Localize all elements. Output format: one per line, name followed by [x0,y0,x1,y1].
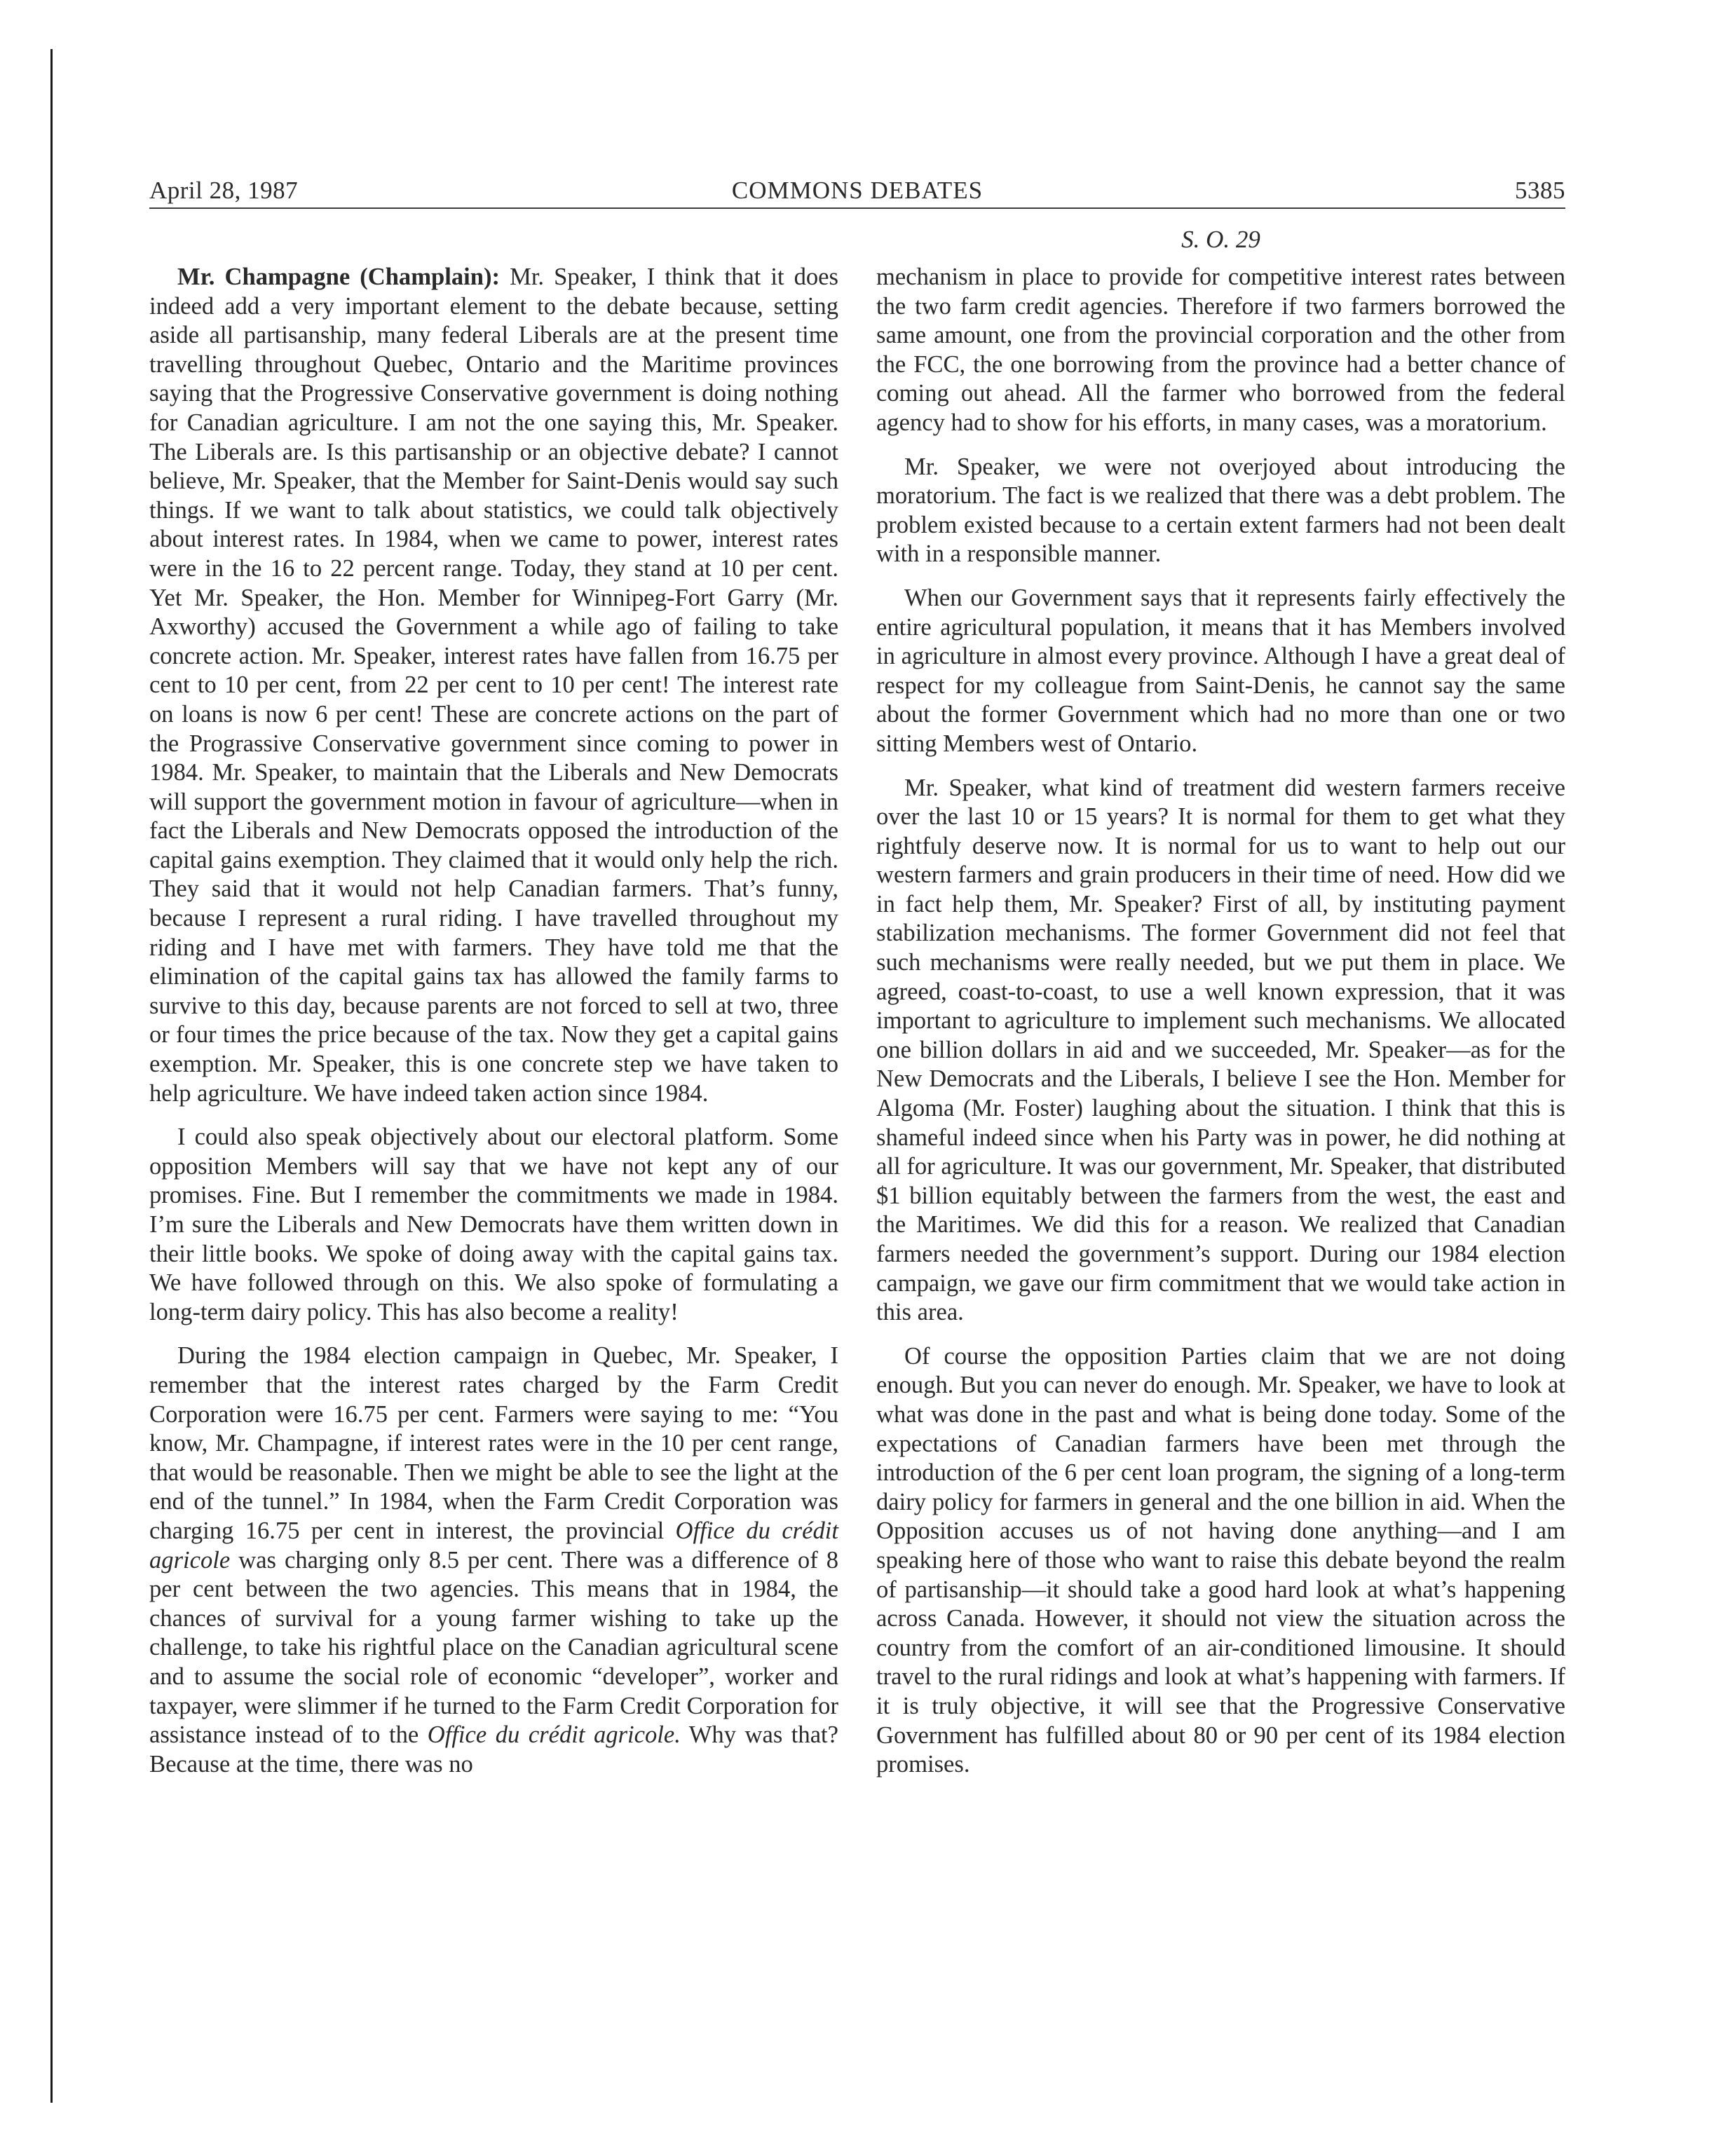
standing-order-label: S. O. 29 [1181,226,1260,253]
paragraph [149,263,838,1108]
paragraph: Of course the opposition Parties claim that we are not doing enough. But you can never do enough. Mr. Speaker, we have to look at what was done in the past and what is being done today. Some of the expectations of Canadian farmers have been met through the introduction of the 6 per cent loan program, the signing of a long-term dairy policy for farmers in general and the one billion in aid. When the Opposition accuses us of not having done anything—and I am speaking here of those who want to raise this debate beyond the realm of partisanship—it should take a good hard look at what’s happening across Canada. However, it should not view the situation across the country from the comfort of an air-conditioned limousine. It should travel to the rural ridings and look at what’s happening with farmers. If it is truly objective, it will see that the Progressive Conservative Government has fulfilled about 80 or 90 per cent of its 1984 election promises. [876,1342,1565,1778]
paragraph: Mr. Speaker, what kind of treatment did western farmers receive over the last 10 or 15 years? It is normal for them to get what they rightfuly deserve now. It is normal for us to want to help out our western farmers and grain producers in their time of need. How did we in fact help them, Mr. Speaker? First of all, by instituting payment stabilization mechanisms. The former Government did not feel that such mechanisms were really needed, but we put them in place. We agreed, coast-to-coast, to use a well known expression, that it was important to agriculture to implement such mechanisms. We allocated one billion dollars in aid and we succeeded, Mr. Speaker—as for the New Democrats and the Liberals, I believe I see the Hon. Member for Algoma (Mr. Foster) laughing about the situation. I think that this is shameful indeed since when his Party was in power, he did nothing at all for agriculture. It was our government, Mr. Speaker, that distributed $1 billion equitably between the farmers from the west, the east and the Maritimes. We did this for a reason. We realized that Canadian farmers needed the government’s support. During our 1984 election campaign, we gave our firm commitment that we would take action in this area. [876,774,1565,1326]
paragraph: mechanism in place to provide for competitive interest rates between the two farm credit agencies. Therefore if two farmers borrowed the same amount, one from the provincial corporation and the other from the FCC, the one borrowing from the province had a better chance of coming out ahead. All the farmer who borrowed from the federal agency had to show for his efforts, in many cases, was a moratorium. [876,264,1565,436]
right-column [876,263,1565,1794]
paragraph: When our Government says that it represents fairly effectively the entire agricultural population, it means that it has Members involved in agriculture in almost every province. Although I have a great deal of respect for my colleague from Saint-Denis, he cannot say the same about the former Government which had no more than one or two sitting Members west of Ontario. [876,584,1565,757]
paragraph [149,1342,838,1779]
header-title: COMMONS DEBATES [731,177,984,204]
italic-term: Office du crédit agricole. [427,1721,681,1749]
paragraph-text: During the 1984 election campaign in Quebec, Mr. Speaker, I remember that the interest rates charged by the Farm Credit Corporation were 16.75 per cent. Farmers were saying to me: “You know, Mr. Champagne, if interest rates were in the 10 per cent range, that would be reasonable. Then we might be able to see the light at the end of the tunnel.” In 1984, when the Farm Credit Corporation was charging 16.75 per cent in interest, the provincial [149,1342,838,1544]
paragraph-text: was charging only 8.5 per cent. There was a difference of 8 per cent between the two agencies. This means that in 1984, the chances of survival for a young farmer wishing to take up the challenge, to take his rightful place on the Canadian agricultural scene and to assume the social role of economic “developer”, worker and taxpayer, were slimmer if he turned to the Farm Credit Corporation for assistance instead of to the [149,1546,838,1749]
header-page-number: 5385 [1515,177,1565,204]
italic-term: Office du crédit agricole [149,1517,838,1574]
speaker-name: Mr. Champagne (Champlain): [177,264,501,290]
paragraph-text: Mr. Speaker, I think that it does indeed add a very important element to the debate because, setting aside all partisanship, many federal Liberals are at the present time travelling throughout Quebec, Ontario and the Maritime provinces saying that the Progressive Conservative government is doing nothing for Canadian agriculture. I am not the one saying this, Mr. Speaker. The Liberals are. Is this partisanship or an objective debate? I cannot believe, Mr. Speaker, that the Member for Saint-Denis would say such things. If we want to talk about statistics, we could talk objectively about interest rates. In 1984, when we came to power, interest rates were in the 16 to 22 percent range. Today, they stand at 10 per cent. Yet Mr. Speaker, the Hon. Member for Winnipeg-Fort Garry (Mr. Axworthy) accused the Government a while ago of failing to take concrete action. Mr. Speaker, interest rates have fallen from 16.75 per cent to 10 per cent, from 22 per cent to 10 per cent! The interest rate on loans is now 6 per cent! These are concrete actions on the part of the Prograssive Conservative government since coming to power in 1984. Mr. Speaker, to maintain that the Liberals and New Democrats will support the government motion in favour of agriculture—when in fact the Liberals and New Democrats opposed the introduction of the capital gains exemption. They claimed that it would only help the rich. They said that it would not help Canadian farmers. That’s funny, because I represent a rural riding. I have travelled throughout my riding and I have met with farmers. They have told me that the elimination of the capital gains tax has allowed the family farms to survive to this day, because parents are not forced to sell at two, three or four times the price because of the tax. Now they get a capital gains exemption. Mr. Speaker, this is one concrete step we have taken to help agriculture. We have indeed taken action since 1984. [149,264,838,1107]
paragraph-text: Why was that? Because at the time, there was no [149,1721,839,1778]
scan-edge-line [50,49,53,2103]
paragraph: Mr. Speaker, we were not overjoyed about introducing the moratorium. The fact is we realized that there was a debt problem. The problem existed because to a certain extent farmers had not been dealt with in a responsible manner. [876,453,1565,568]
left-column [149,263,838,1794]
page-header [149,172,1565,209]
header-date: April 28, 1987 [149,177,299,204]
paragraph: I could also speak objectively about our electoral platform. Some opposition Members will say that we have not kept any of our promises. Fine. But I remember the commitments we made in 1984. I’m sure the Liberals and New Democrats have them written down in their little books. We spoke of doing away with the capital gains tax. We have followed through on this. We also spoke of formulating a long-term dairy policy. This has also become a reality! [149,1124,838,1325]
